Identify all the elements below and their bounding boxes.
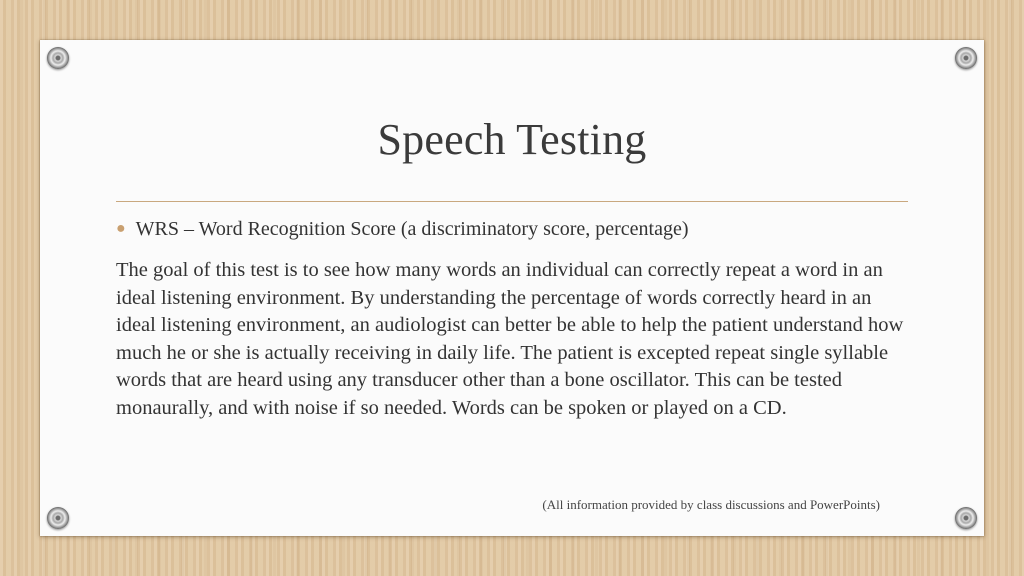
thumbtack-icon [47, 507, 69, 529]
citation-note: (All information provided by class discussions and PowerPoints) [542, 497, 880, 512]
thumbtack-icon [955, 47, 977, 69]
body-paragraph: The goal of this test is to see how many words an individual can correctly repeat a word in an ideal listening environment. By understanding the percentage of words correctly heard in an ideal listening environment, an audiologist can better be able to help the patient understand how much he or she is actually receiving in daily life. The patient is excepted repeat single syllable words that are heard using any transducer other than a bone oscillator. This can be tested monaurally, and with noise if so needed. Words can be spoken or played on a CD. [116, 259, 904, 419]
thumbtack-icon [47, 47, 69, 69]
title-divider [116, 201, 908, 202]
slide-card [40, 40, 984, 536]
thumbtack-icon [955, 507, 977, 529]
bullet-text: WRS – Word Recognition Score (a discriminatory score, percentage) [135, 218, 689, 240]
bullet-item [116, 218, 916, 241]
slide-title: Speech Testing [377, 115, 647, 164]
bullet-dot-icon: ● [116, 220, 126, 237]
